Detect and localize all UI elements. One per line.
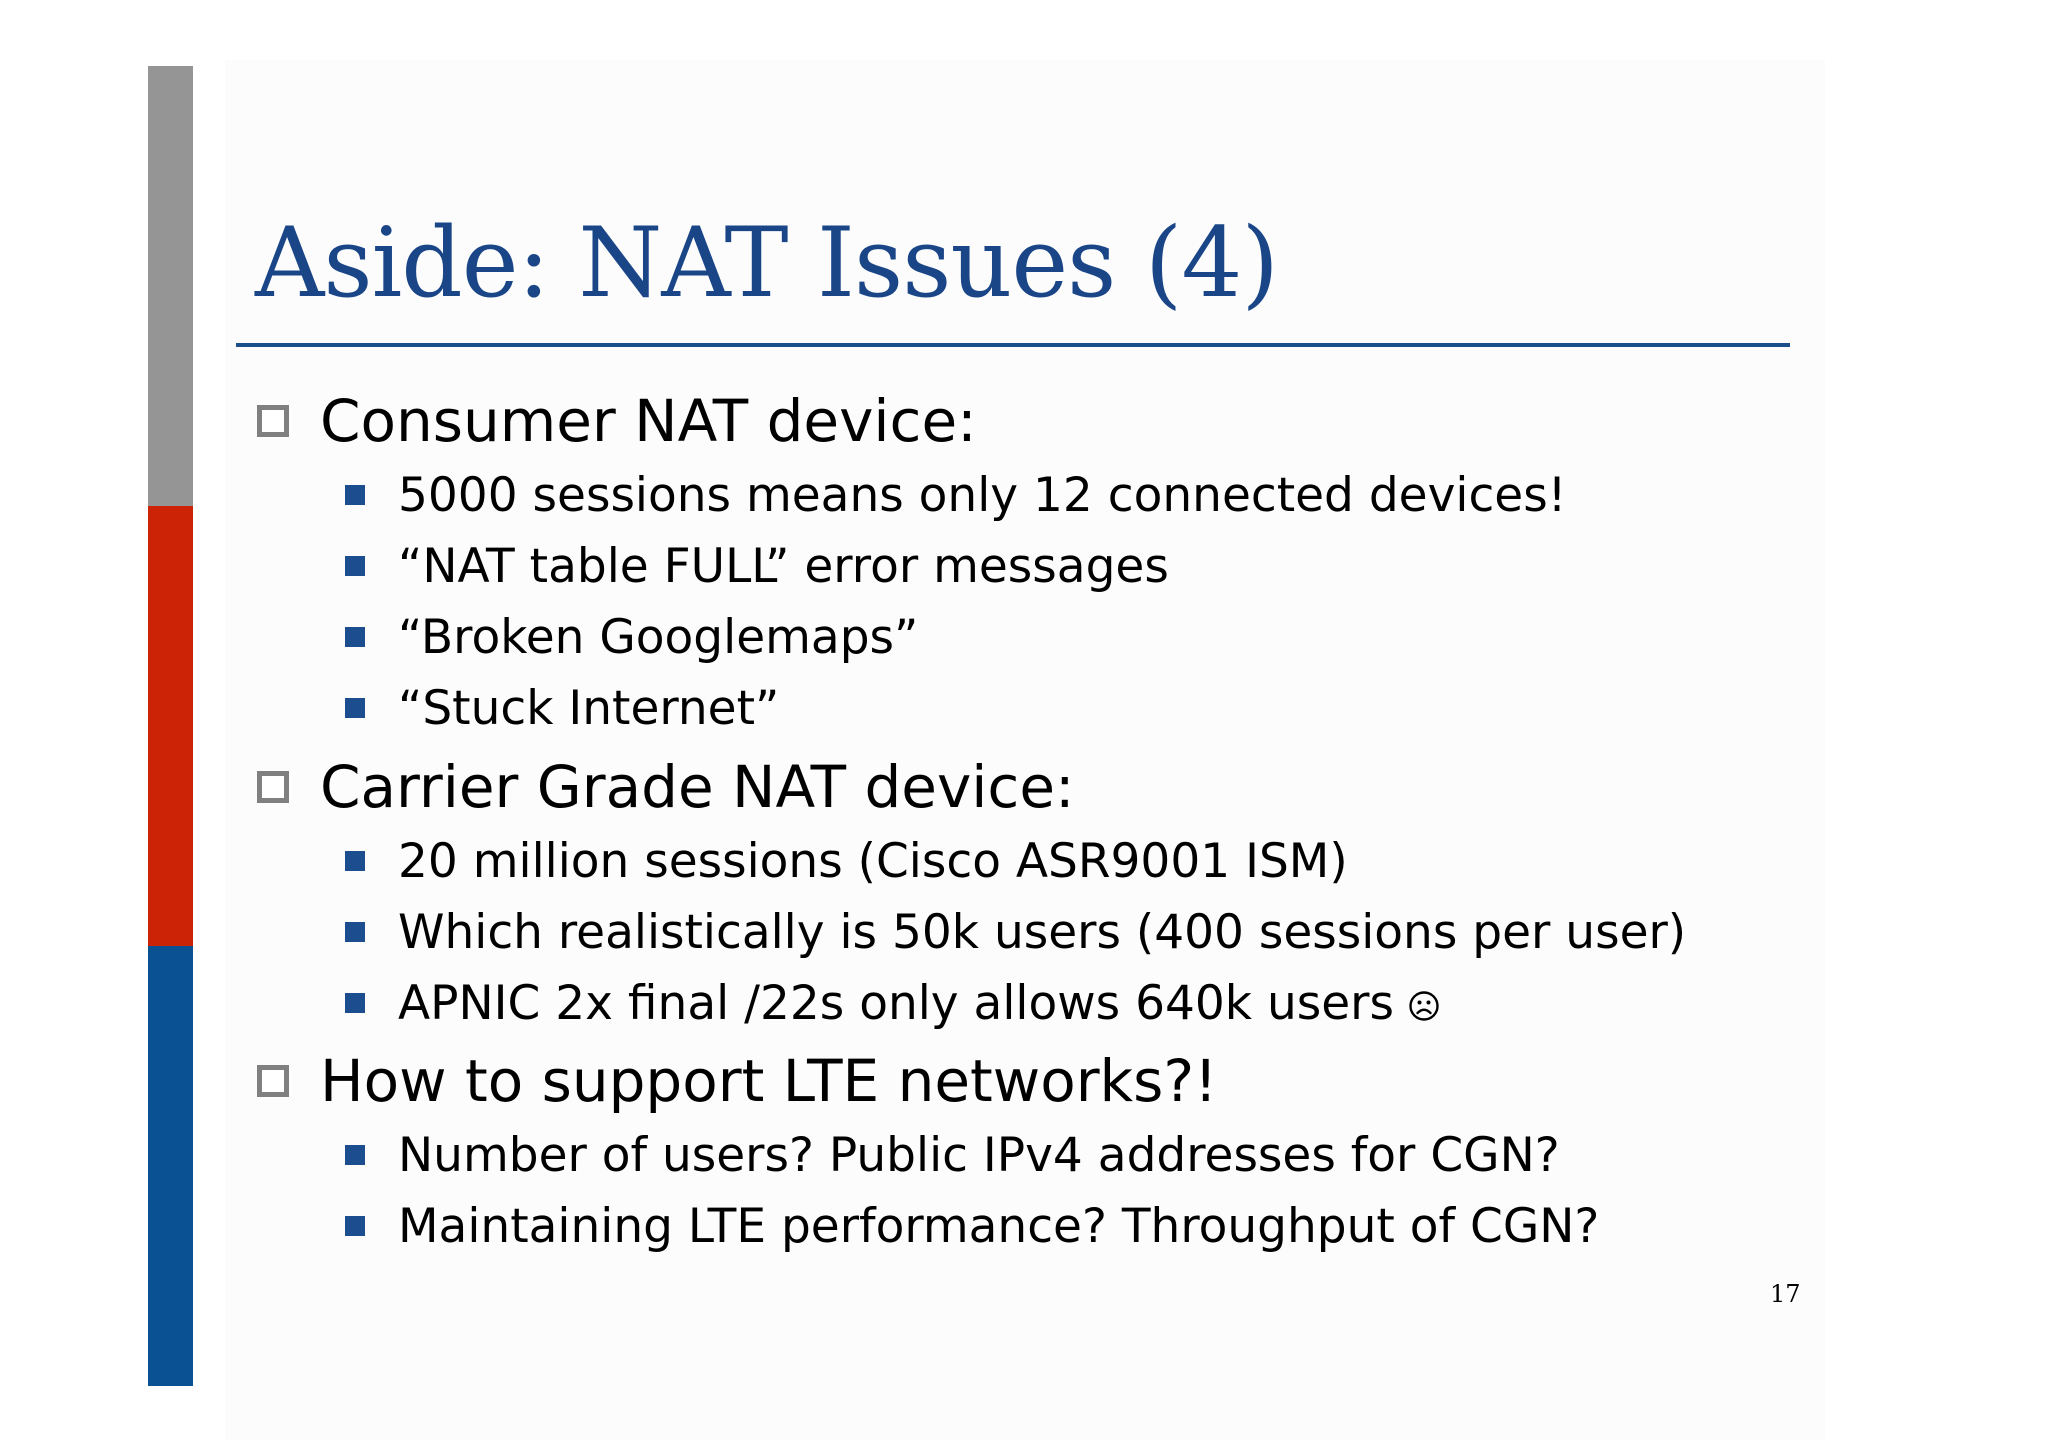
sub-bullet (345, 1125, 1560, 1185)
sub-bullet-text: “Broken Googlemaps” (398, 609, 919, 665)
sub-bullet (345, 1196, 1599, 1256)
filled-square-bullet-icon (345, 556, 365, 576)
sub-bullet-text: Which realistically is 50k users (400 sessions per user) (398, 904, 1687, 960)
page-number: 17 (1770, 1280, 1801, 1308)
bullet-heading: How to support LTE networks?! (320, 1047, 1218, 1115)
filled-square-bullet-icon (345, 485, 365, 505)
sub-bullet (345, 465, 1567, 525)
title-underline (236, 343, 1790, 347)
filled-square-bullet-icon (345, 1145, 365, 1165)
hollow-square-bullet-icon (257, 405, 289, 437)
frowning-face-icon (1408, 990, 1440, 1022)
filled-square-bullet-icon (345, 1216, 365, 1236)
sub-bullet-text-content: APNIC 2x final /22s only allows 640k users (398, 975, 1394, 1031)
sub-bullet (345, 607, 918, 667)
side-bar-red-segment (148, 506, 193, 946)
filled-square-bullet-icon (345, 698, 365, 718)
bullet-consumer-nat (257, 385, 977, 457)
sub-bullet-text: 20 million sessions (Cisco ASR9001 ISM) (398, 833, 1348, 889)
sub-bullet (345, 536, 1169, 596)
filled-square-bullet-icon (345, 851, 365, 871)
bullet-lte-networks (257, 1045, 1217, 1117)
sub-bullet-text: 5000 sessions means only 12 connected devices! (398, 467, 1567, 523)
bullet-heading: Carrier Grade NAT device: (320, 753, 1075, 821)
sub-bullet (345, 831, 1348, 891)
hollow-square-bullet-icon (257, 771, 289, 803)
sub-bullet (345, 678, 779, 738)
filled-square-bullet-icon (345, 922, 365, 942)
filled-square-bullet-icon (345, 993, 365, 1013)
slide-title: Aside: NAT Issues (4) (255, 207, 1278, 319)
sub-bullet-text: Number of users? Public IPv4 addresses for CGN? (398, 1127, 1560, 1183)
sub-bullet-text (398, 976, 1440, 1031)
bullet-heading: Consumer NAT device: (320, 387, 977, 455)
bullet-carrier-grade-nat (257, 751, 1075, 823)
sub-bullet-text: “Stuck Internet” (398, 680, 780, 736)
sub-bullet (345, 973, 1440, 1033)
side-bar-gray-segment (148, 66, 193, 506)
sub-bullet-text: Maintaining LTE performance? Throughput of CGN? (398, 1198, 1600, 1254)
sub-bullet-text: “NAT table FULL” error messages (398, 538, 1169, 594)
side-bar-blue-segment (148, 946, 193, 1386)
sub-bullet (345, 902, 1686, 962)
filled-square-bullet-icon (345, 627, 365, 647)
hollow-square-bullet-icon (257, 1065, 289, 1097)
